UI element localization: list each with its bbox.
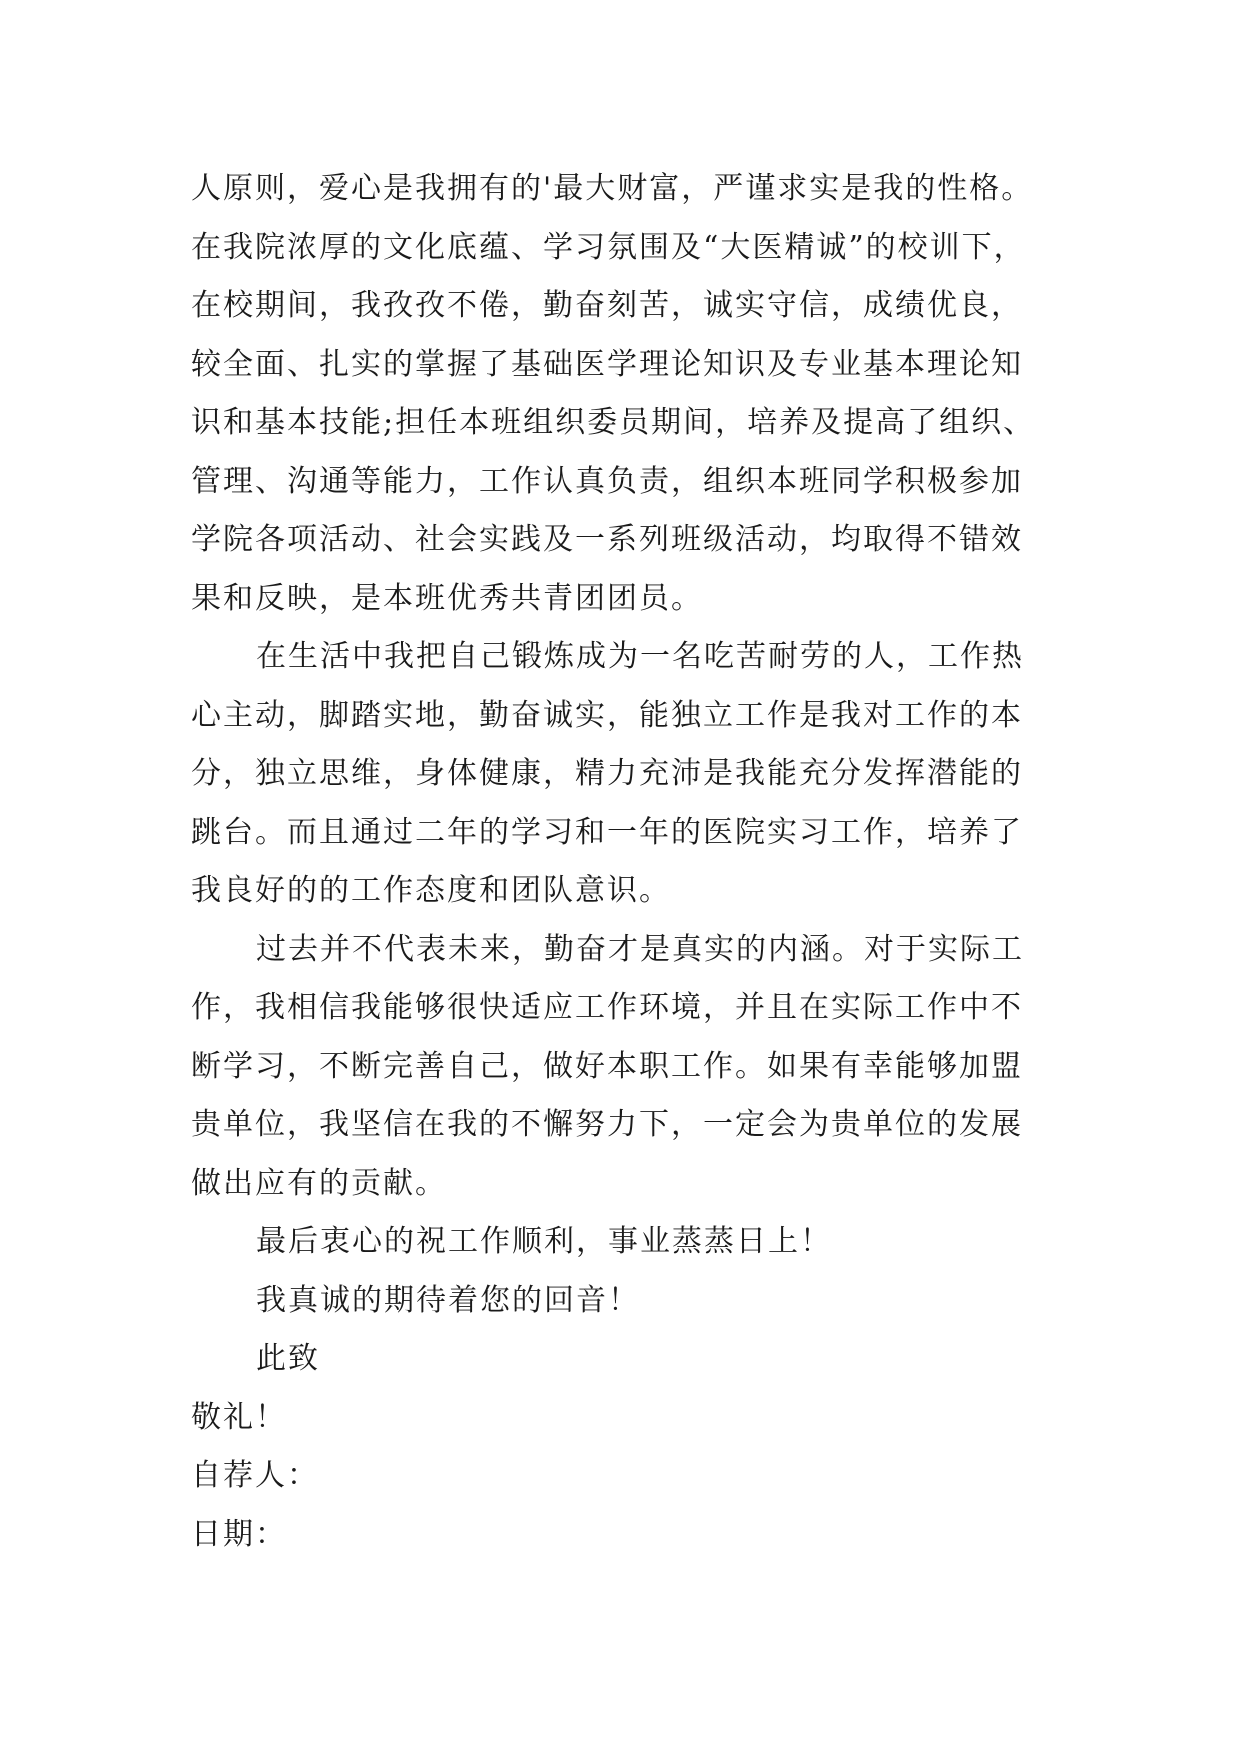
text-line: 跳台。而且通过二年的学习和一年的医院实习工作，培养了 bbox=[191, 814, 1023, 850]
text-line: 在校期间，我孜孜不倦，勤奋刻苦，诚实守信，成绩优良， bbox=[191, 288, 1023, 323]
text-line: 做出应有的贡献。 bbox=[191, 1165, 447, 1201]
text-line: 贵单位，我坚信在我的不懈努力下，一定会为贵单位的发展 bbox=[191, 1107, 1023, 1142]
text-line: 我良好的的工作态度和团队意识。 bbox=[191, 873, 671, 908]
text-line: 在我院浓厚的文化底蕴、学习氛围及“大医精诚”的校训下， bbox=[191, 229, 1026, 265]
paragraph-start-line: 过去并不代表未来，勤奋才是真实的内涵。对于实际工 bbox=[256, 931, 1024, 967]
signature-label: 自荐人： bbox=[191, 1458, 319, 1493]
text-line: 分，独立思维，身体健康，精力充沛是我能充分发挥潜能的 bbox=[191, 756, 1023, 791]
salutation-cizhi: 此致 bbox=[256, 1341, 320, 1376]
closing-wish-line: 最后衷心的祝工作顺利，事业蒸蒸日上！ bbox=[256, 1224, 832, 1259]
closing-expectation-line: 我真诚的期待着您的回音！ bbox=[256, 1282, 640, 1318]
date-label: 日期： bbox=[191, 1516, 287, 1552]
text-line: 人原则，爱心是我拥有的'最大财富，严谨求实是我的性格。 bbox=[191, 171, 1034, 206]
paragraph-start-line: 在生活中我把自己锻炼成为一名吃苦耐劳的人，工作热 bbox=[256, 639, 1024, 674]
text-line: 作，我相信我能够很快适应工作环境，并且在实际工作中不 bbox=[191, 990, 1023, 1025]
salutation-jingli: 敬礼！ bbox=[191, 1399, 287, 1435]
text-line: 较全面、扎实的掌握了基础医学理论知识及专业基本理论知 bbox=[191, 346, 1023, 382]
text-line: 管理、沟通等能力，工作认真负责，组织本班同学积极参加 bbox=[191, 463, 1023, 499]
text-line: 果和反映，是本班优秀共青团团员。 bbox=[191, 580, 703, 616]
text-line: 学院各项活动、社会实践及一系列班级活动，均取得不错效 bbox=[191, 522, 1023, 557]
text-line: 心主动，脚踏实地，勤奋诚实，能独立工作是我对工作的本 bbox=[191, 697, 1023, 733]
letter-body bbox=[191, 160, 1071, 1564]
text-line: 断学习，不断完善自己，做好本职工作。如果有幸能够加盟 bbox=[191, 1048, 1023, 1084]
text-line: 识和基本技能;担任本班组织委员期间，培养及提高了组织、 bbox=[191, 405, 1036, 440]
